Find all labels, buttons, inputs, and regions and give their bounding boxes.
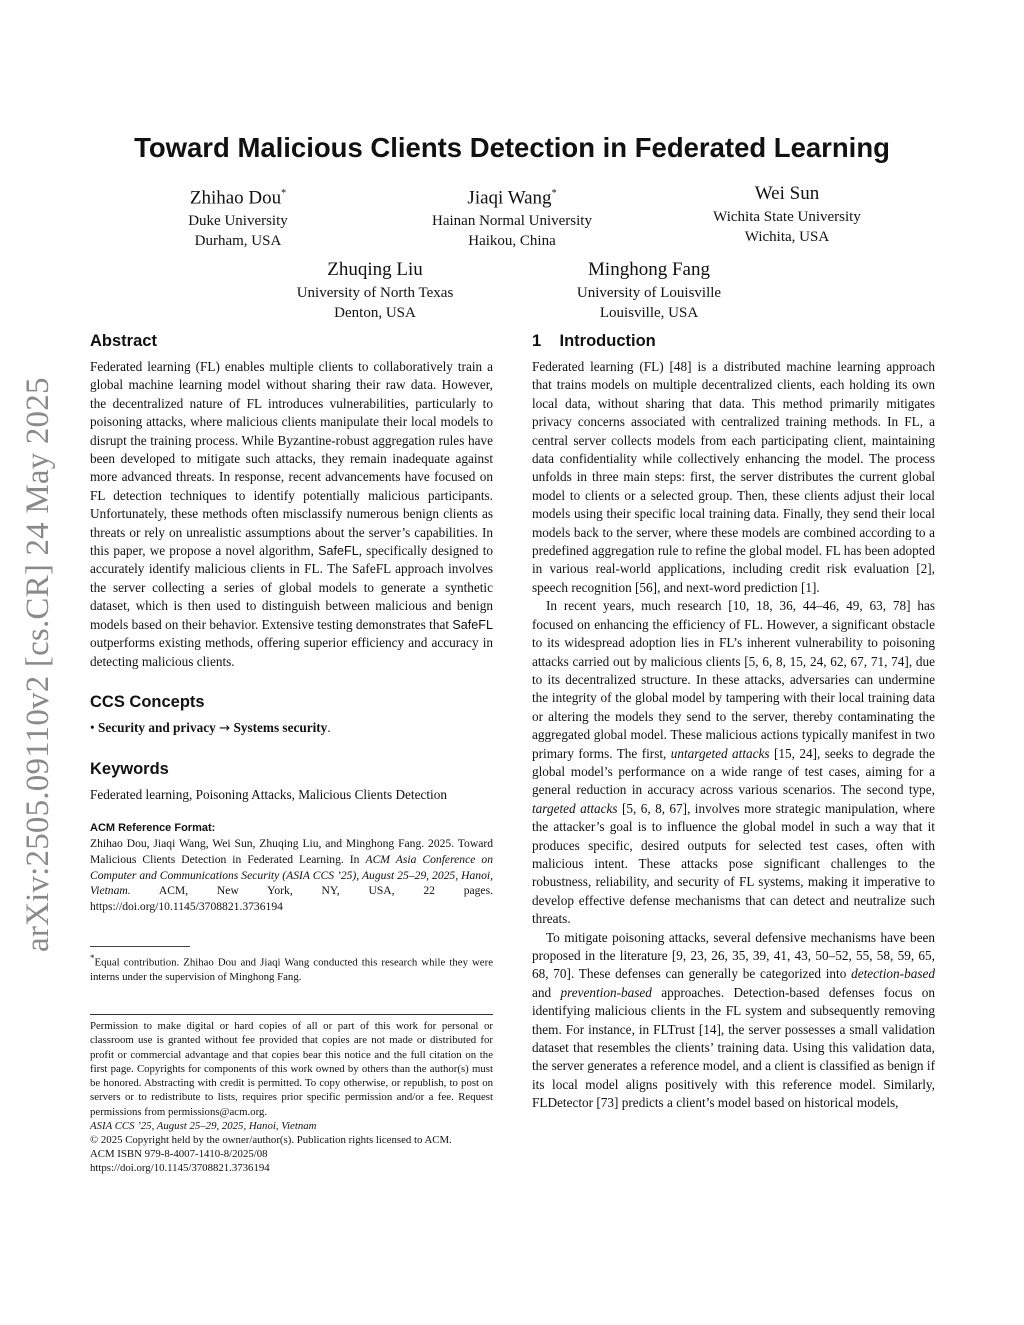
right-column [532, 330, 935, 1113]
author-affiliation: Wichita State University [713, 209, 861, 225]
ccs-concepts: • Security and privacy → Systems security. [90, 719, 331, 736]
left-column [90, 330, 493, 1176]
permission-rule [90, 1014, 493, 1015]
author-block [387, 181, 637, 251]
author-block [250, 257, 500, 323]
equal-contribution-mark: * [551, 188, 557, 199]
permission-block [90, 1014, 493, 1175]
footnote-text: *Equal contribution. Zhihao Dou and Jiaqi Wang conducted this research while they were interns under the supervision of Minghong Fang. [90, 953, 493, 984]
permission-isbn: ACM ISBN 979-8-4007-1410-8/2025/08 [90, 1148, 268, 1161]
author-block [113, 181, 363, 251]
intro-paragraph-3: To mitigate poisoning attacks, several defensive mechanisms have been proposed in the literature [9, 23, 26, 35, 39, 41, 43, 50–52, 55, 58, 59, 65, 68, 70]. These defenses can generally be categorized into detection-based and prevention-based approaches. Detection-based defenses focus on identifying malicious clients in the FL system and subsequently removing them. For instance, in FLTrust [14], the server possesses a small validation dataset that resembles the clients’ training data. Using this validation data, the server generates a reference model, and a client is classified as benign if its local model aligns positively with this reference model. Similarly, FLDetector [73] predicts a client’s model based on historical models, [532, 929, 935, 1111]
author-block [662, 181, 912, 247]
arxiv-identifier: arXiv:2505.09110v2 [cs.CR] 24 May 2025 [20, 377, 56, 953]
acm-reference [90, 821, 493, 915]
permission-text: Permission to make digital or hard copies of all or part of this work for personal or classroom use is granted without fee provided that copies are not made or distributed for profit or commercial advantage and that copies bear this notice and the full citation on the first page. Copyrights for components of this work owned by others than the author(s) must be honored. Abstracting with credit is permitted. To copy otherwise, or republish, to post on servers or to redistribute to lists, requires prior specific permission and/or a fee. Request permissions from permissions@acm.org. [90, 1020, 493, 1118]
author-name: Zhuqing Liu [327, 259, 423, 280]
author-affiliation: University of Louisville [576, 285, 722, 301]
permission-copyright: © 2025 Copyright held by the owner/author(s). Publication rights licensed to ACM. [90, 1133, 452, 1146]
author-name: Wei Sun [754, 183, 820, 204]
keywords-heading: Keywords [90, 760, 169, 779]
permission-doi: https://doi.org/10.1145/3708821.3736194 [90, 1162, 270, 1175]
intro-paragraph-2: In recent years, much research [10, 18, 36, 44–46, 49, 63, 78] has focused on enhancing the efficiency of FL. However, a significant obstacle to its widespread adoption lies in FL’s inherent vulnerability to poisoning attacks carried out by malicious clients [5, 6, 8, 15, 24, 62, 67, 71, 74], due to its decentralized structure. In these attacks, adversaries can undermine the integrity of the global model by tampering with their local training data or altering the models they send to the server, thereby contaminating the aggregated global model. These malicious actions typically manifest in two primary forms. The first, untargeted attacks [15, 24], seeks to degrade the global model’s performance on a wide range of test cases, aiming for a general reduction in accuracy across various scenarios. The second type, targeted attacks [5, 6, 8, 67], involves more strategic manipulation, where the attacker’s goal is to influence the global model in such a way that it produces specific, desired outputs for selected test cases, often with malicious intent. These attacks pose significant challenges to the robustness, reliability, and security of FL systems, making it imperative to develop effective defense mechanisms that can detect and neutralize such threats. [532, 598, 936, 927]
author-name: Minghong Fang [588, 259, 710, 280]
author-block [524, 257, 774, 323]
intro-paragraph-1: Federated learning (FL) [48] is a distributed machine learning approach that trains models on multiple decentralized clients, each holding its own local data, without sharing that data. This method primarily mitigates privacy concerns associated with centralized training methods. In FL, a central server collects models from each participating client, maintaining data confidentiality while collectively enhancing the model. The process unfolds in three main steps: first, the server distributes the current global model to clients or a selected group. Then, these clients adjust their local models using their specific local training data. Finally, they send their local models back to the server, where these models are combined according to a predefined aggregation rule to refine the global model. FL has been adopted in various real-world applications, including credit risk evaluation [2], speech recognition [56], and next-word prediction [1]. [532, 359, 935, 595]
ccs-heading: CCS Concepts [90, 692, 205, 711]
author-name: Zhihao Dou* [189, 187, 287, 209]
author-affiliation: Hainan Normal University [432, 213, 592, 230]
paper-title: Toward Malicious Clients Detection in Federated Learning [134, 132, 890, 163]
permission-venue: ASIA CCS ’25, August 25–29, 2025, Hanoi, Vietnam [90, 1119, 317, 1132]
author-location: Durham, USA [194, 233, 282, 250]
author-affiliation: Duke University [188, 213, 288, 230]
author-location: Denton, USA [334, 305, 416, 321]
footnote [90, 946, 493, 984]
author-name: Jiaqi Wang* [467, 187, 557, 209]
author-affiliation: University of North Texas [296, 285, 454, 301]
footnote-rule [90, 946, 190, 947]
equal-contribution-mark: * [281, 188, 287, 199]
introduction-heading: 1 Introduction [532, 332, 656, 350]
acm-reference-heading: ACM Reference Format: [90, 821, 216, 834]
keywords-text: Federated learning, Poisoning Attacks, Malicious Clients Detection [90, 787, 447, 803]
abstract-heading: Abstract [90, 332, 157, 350]
author-location: Wichita, USA [744, 229, 830, 245]
author-location: Haikou, China [468, 233, 556, 250]
abstract-text: Federated learning (FL) enables multiple clients to collaboratively train a global machine learning model without sharing their raw data. However, the decentralized nature of FL introduces vulnerabilities, particularly to poisoning attacks, where malicious clients manipulate their local models to disrupt the training process. While Byzantine-robust aggregation rules have been developed to mitigate such attacks, they remain inadequate against more advanced threats. In response, recent advancements have focused on FL detection techniques to identify potentially malicious participants. Unfortunately, these methods often misclassify numerous benign clients as threats or rely on unrealistic assumptions about the server’s capabilities. In this paper, we propose a novel algorithm, SafeFL, specifically designed to accurately identify malicious clients in FL. The SafeFL approach involves the server collecting a series of global models to generate a synthetic dataset, which is then used to distinguish between malicious and benign models based on their behavior. Extensive testing demonstrates that SafeFL outperforms existing methods, offering superior efficiency and accuracy in detecting malicious clients. [90, 359, 493, 669]
acm-reference-text: Zhihao Dou, Jiaqi Wang, Wei Sun, Zhuqing Liu, and Minghong Fang. 2025. Toward Malicious Clients Detection in Federated Learning. In ACM Asia Conference on Computer and Communications Security (ASIA CCS ’25), August 25–29, 2025, Hanoi, Vietnam. ACM, New York, NY, USA, 22 pages. https://doi.org/10.1145/3708821.3736194 [90, 837, 493, 913]
author-location: Louisville, USA [599, 305, 699, 321]
